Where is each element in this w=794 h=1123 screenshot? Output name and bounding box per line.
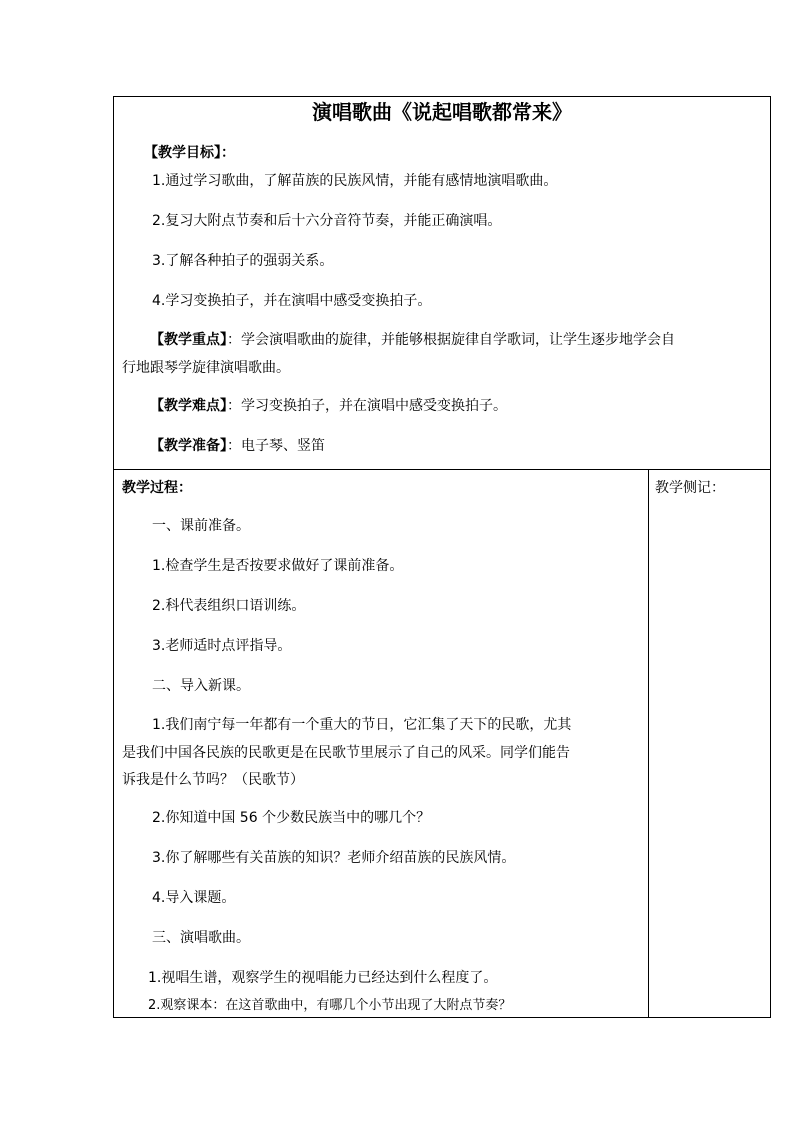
process-item: 1.我们南宁每一年都有一个重大的节日，它汇集了天下的民歌，尤其 (152, 717, 572, 733)
process-item: 4.导入课题。 (152, 890, 236, 906)
lesson-plan-table (113, 96, 771, 1018)
process-item: 1.视唱生谱，观察学生的视唱能力已经达到什么程度了。 (148, 970, 498, 986)
process-item: 3.你了解哪些有关苗族的知识？老师介绍苗族的民族风情。 (152, 850, 516, 866)
side-notes-column (649, 470, 770, 1017)
preparation-text: ：电子琴、竖笛 (227, 438, 325, 454)
objective-item: 4.学习变换拍子，并在演唱中感受变换拍子。 (152, 293, 432, 309)
process-item: 2.科代表组织口语训练。 (152, 598, 306, 614)
process-item: 2.你知道中国 56 个少数民族当中的哪几个？ (152, 810, 431, 826)
section-heading: 三、演唱歌曲。 (152, 930, 250, 946)
teaching-process-column (114, 470, 649, 1017)
process-item: 1.检查学生是否按要求做好了课前准备。 (152, 558, 404, 574)
key-point-continuation: 行地跟琴学旋律演唱歌曲。 (122, 360, 290, 376)
objectives-heading: 【教学目标】： (144, 145, 235, 161)
objective-item: 2.复习大附点节奏和后十六分音符节奏，并能正确演唱。 (152, 213, 502, 229)
process-item: 3.老师适时点评指导。 (152, 638, 292, 654)
preparation (150, 436, 325, 456)
section-heading: 一、课前准备。 (152, 518, 250, 534)
side-notes-heading: 教学侧记： (655, 480, 725, 496)
process-item-continuation: 诉我是什么节吗？（民歌节） (122, 772, 304, 788)
difficulty (150, 396, 507, 416)
key-point (150, 330, 675, 350)
key-point-text: ：学会演唱歌曲的旋律，并能够根据旋律自学歌词，让学生逐步地学会自 (227, 332, 675, 348)
key-point-label: 【教学重点】 (150, 332, 227, 348)
objectives-section (114, 97, 770, 470)
difficulty-label: 【教学难点】 (150, 398, 227, 414)
objective-item: 1.通过学习歌曲，了解苗族的民族风情，并能有感情地演唱歌曲。 (152, 173, 558, 189)
page-title: 演唱歌曲《说起唱歌都常来》 (312, 100, 572, 124)
process-item-continuation: 是我们中国各民族的民歌更是在民歌节里展示了自己的风采。同学们能告 (122, 745, 570, 761)
process-heading: 教学过程： (122, 480, 192, 496)
section-heading: 二、导入新课。 (152, 678, 250, 694)
process-item: 2.观察课本：在这首歌曲中，有哪几个小节出现了大附点节奏？ (148, 998, 512, 1013)
objective-item: 3.了解各种拍子的强弱关系。 (152, 253, 334, 269)
preparation-label: 【教学准备】 (150, 438, 227, 454)
difficulty-text: ：学习变换拍子，并在演唱中感受变换拍子。 (227, 398, 507, 414)
